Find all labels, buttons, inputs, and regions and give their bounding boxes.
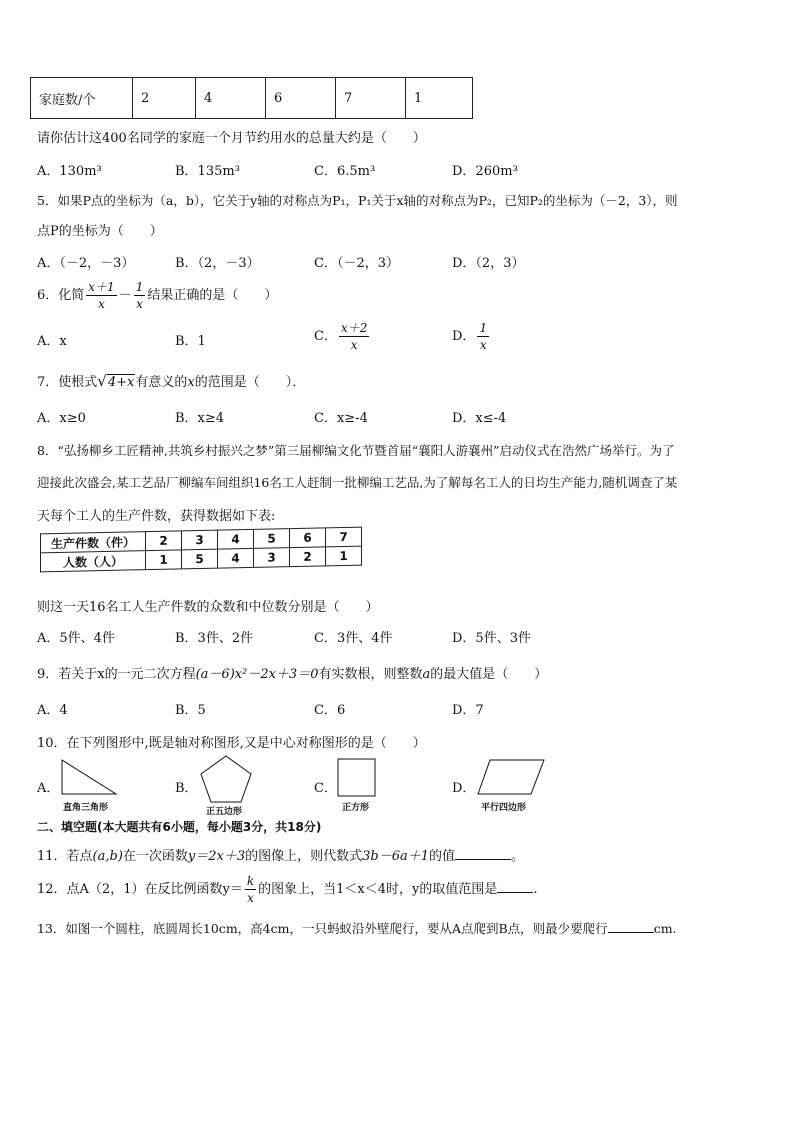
table-cell: 1 — [326, 546, 362, 566]
q8-option-c: C．3件、4件 — [314, 631, 393, 646]
q11-middle2: 的图像上，则代数式 — [245, 849, 363, 864]
q12-frac-den: x — [247, 891, 254, 905]
q7-var: x — [187, 375, 195, 390]
q5-line1: 5．如果P点的坐标为（a，b），它关于y轴的对称点为P₁，P₁关于x轴的对称点为P₂，已知P₂的坐标为（－2，3），则 — [37, 193, 678, 208]
q10-stem: 10．在下列图形中,既是轴对称图形,又是中心对称图形的是（ ） — [37, 736, 426, 751]
q8-option-b: B．3件、2件 — [175, 631, 254, 646]
q9-option-b: B．5 — [175, 703, 206, 718]
q5-option-c: C．（－2，3） — [314, 256, 399, 271]
label-right-triangle: 直角三角形 — [63, 803, 109, 813]
q6-optd-label: D． — [452, 329, 476, 344]
label-regular-pentagon: 正五边形 — [206, 807, 243, 817]
q6-optc-fraction — [339, 320, 369, 353]
q4-option-b: B．135m³ — [175, 164, 240, 179]
table-cell: 2 — [290, 547, 326, 567]
q5-option-a: A．（－2，－3） — [37, 256, 135, 271]
q9-option-c: C．6 — [314, 703, 346, 718]
q7-radicand: 4+x — [107, 375, 135, 390]
q13-answer-blank[interactable] — [608, 920, 654, 933]
table-cell: 2 — [146, 531, 182, 551]
q6-frac1-num: x＋1 — [88, 280, 115, 294]
q8-line1: 8．“弘扬柳乡工匠精神,共筑乡村振兴之梦”第三届柳编文化节暨首届“襄阳人游襄州”启动仪式在浩然广场举行。为了 — [37, 443, 675, 458]
q7-option-b: B．x≥4 — [175, 411, 225, 426]
q13-text: 13．如图一个圆柱，底圆周长10cm，高4cm，一只蚂蚁沿外壁爬行，要从A点爬到B点，则最少要爬行 — [37, 921, 608, 936]
q11-answer-blank[interactable] — [455, 847, 511, 860]
q6-frac1-den: x — [98, 297, 105, 311]
q6-frac2-num: 1 — [135, 280, 144, 294]
q9-option-a: A．4 — [37, 703, 68, 718]
table-cell: 5 — [182, 549, 218, 569]
section-2-heading: 二、填空题(本大题共有6小题，每小题3分，共18分) — [37, 820, 322, 834]
table-cell: 7 — [336, 78, 406, 119]
q7-stem — [37, 371, 305, 390]
q12-frac-num: k — [246, 874, 255, 888]
production-row-label: 生产件数（件） — [41, 532, 146, 553]
table-cell: 6 — [266, 78, 336, 119]
q9-equation: (a－6)x²－2x＋3＝0 — [195, 667, 319, 682]
q10-option-d: D． — [452, 781, 476, 796]
q9-prefix: 9．若关于x的一元二次方程 — [37, 667, 196, 682]
table-cell: 6 — [290, 528, 326, 548]
q6-frac2-den: x — [136, 297, 143, 311]
q5-option-b: B．（2，－3） — [175, 256, 260, 271]
q11-prefix: 11．若点 — [37, 849, 93, 864]
q6-minus: － — [118, 288, 132, 303]
regular-pentagon-shape — [198, 754, 254, 804]
q6-option-c — [314, 320, 371, 353]
q9-var: a — [422, 667, 431, 682]
q11-expr: 3b－6a＋1 — [362, 849, 430, 864]
table-cell: 1 — [146, 550, 182, 570]
q6-option-d — [452, 320, 491, 353]
q7-suffix: 的范围是（ ）． — [194, 375, 306, 390]
q6-fraction-2 — [134, 279, 146, 312]
q6-stem — [37, 279, 277, 312]
q6-option-b: B．1 — [175, 334, 206, 349]
q8-option-d: D．5件、3件 — [452, 631, 531, 646]
q11-end: 。 — [511, 849, 525, 864]
table-cell: 3 — [254, 548, 290, 568]
people-row-label: 人数（人） — [41, 551, 146, 572]
table-cell: 3 — [182, 530, 218, 550]
label-parallelogram: 平行四边形 — [481, 803, 527, 813]
q6-optd-den: x — [479, 338, 487, 352]
table-label-cell: 家庭数/个 — [31, 78, 133, 119]
q9-stem — [37, 663, 547, 682]
q13-end: cm. — [653, 921, 677, 936]
q6-optc-label: C． — [314, 329, 337, 344]
q7-option-a: A．x≥0 — [37, 411, 86, 426]
q11-suffix: 的值 — [429, 849, 456, 864]
production-table-image — [40, 527, 362, 580]
q4-option-d: D．260m³ — [452, 164, 518, 179]
q6-optd-num: 1 — [479, 321, 488, 335]
q7-option-d: D．x≤-4 — [452, 411, 507, 426]
q10-option-a: A． — [37, 781, 60, 796]
table-cell: 5 — [254, 529, 290, 549]
q5-option-d: D．（2，3） — [452, 256, 525, 271]
q7-option-c: C．x≥-4 — [314, 411, 368, 426]
q12-stem — [37, 873, 537, 906]
q6-optc-num: x＋2 — [340, 321, 368, 335]
table-cell: 4 — [218, 529, 254, 549]
q4-option-c: C．6.5m³ — [314, 164, 376, 179]
parallelogram-shape — [476, 758, 546, 798]
q8-stem: 则这一天16名工人生产件数的众数和中位数分别是（ ） — [37, 600, 379, 615]
q13-stem — [37, 919, 677, 937]
table-cell: 4 — [196, 78, 266, 119]
q9-option-d: D．7 — [452, 703, 484, 718]
q6-optd-fraction — [477, 320, 489, 353]
table-cell: 4 — [218, 548, 254, 568]
q8-line3: 天每个工人的生产件数，获得数据如下表: — [37, 509, 276, 524]
family-count-table — [30, 77, 473, 119]
q6-suffix: 结果正确的是（ ） — [147, 288, 278, 303]
q10-option-b: B． — [175, 781, 198, 796]
label-square: 正方形 — [342, 803, 370, 813]
q9-suffix: 的最大值是（ ） — [430, 667, 548, 682]
q11-point: (a,b) — [92, 849, 123, 864]
q4-option-a: A．130m³ — [37, 164, 102, 179]
q6-prefix: 6．化简 — [37, 288, 85, 303]
q9-middle: 有实数根，则整数 — [318, 667, 423, 682]
table-cell: 2 — [133, 78, 196, 119]
q10-option-c: C． — [314, 781, 337, 796]
right-triangle-shape — [60, 758, 120, 798]
q8-option-a: A．5件、4件 — [37, 631, 115, 646]
q12-end: . — [533, 882, 538, 897]
q7-middle: 有意义的 — [135, 375, 188, 390]
q12-answer-blank[interactable] — [497, 880, 533, 893]
q11-middle: 在一次函数 — [122, 849, 188, 864]
q6-option-a: A．x — [37, 334, 67, 349]
q6-fraction-1 — [86, 279, 116, 312]
q5-line2: 点P的坐标为（ ） — [37, 224, 163, 239]
q4-stem: 请你估计这400名同学的家庭一个月节约用水的总量大约是（ ） — [37, 131, 426, 146]
q12-prefix: 12．点A（2，1）在反比例函数y＝ — [37, 882, 243, 897]
radical-sign-icon: √ — [97, 372, 107, 390]
table-cell: 7 — [326, 527, 362, 547]
q11-func: y＝2x＋3 — [187, 849, 246, 864]
q12-fraction — [245, 873, 256, 906]
q6-optc-den: x — [350, 338, 358, 352]
table-cell: 1 — [406, 78, 473, 119]
q11-stem — [37, 845, 524, 864]
square-shape — [337, 758, 377, 798]
q8-line2: 迎接此次盛会,某工艺品厂柳编车间组织16名工人赶制一批柳编工艺品,为了解每名工人的日均生产能力,随机调查了某 — [37, 475, 678, 490]
q7-prefix: 7．使根式 — [37, 375, 98, 390]
q12-suffix: 的图象上，当1＜x＜4时，y的取值范围是 — [258, 882, 498, 897]
